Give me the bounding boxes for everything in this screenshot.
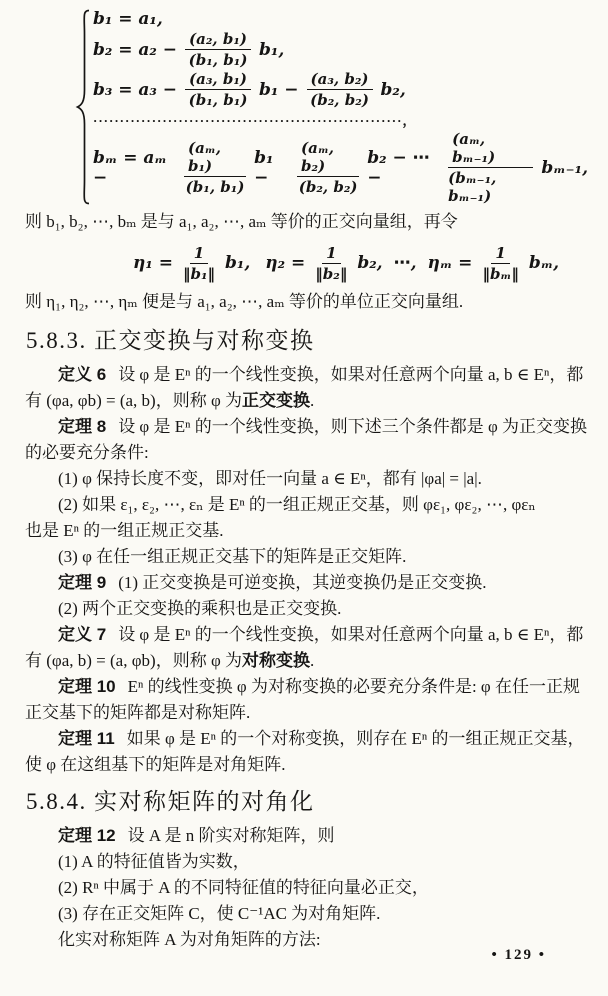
theorem-8-line-1 <box>25 414 588 440</box>
fraction <box>184 139 246 196</box>
fraction <box>307 70 373 109</box>
equation-line-1 <box>93 9 588 29</box>
definition-6-text: 设 φ 是 Eⁿ 的一个线性变换，如果对任意两个向量 a, b ∈ Eⁿ，都 <box>118 365 584 384</box>
fraction-numerator: (a₃, b₁) <box>185 70 251 90</box>
equation-text: b₁ − <box>254 147 274 188</box>
definition-6-text: 有 (φa, φb) = (a, b)，则称 φ 为 <box>25 391 243 410</box>
theorem-9-label: 定理 9 <box>58 573 107 592</box>
fraction-numerator: (a₃, b₂) <box>307 70 373 90</box>
fraction-numerator: 1 <box>491 244 509 264</box>
formula-text: η₂ = <box>265 253 306 273</box>
definition-7-line-1 <box>25 622 588 648</box>
equation-text: b₂, <box>380 79 406 100</box>
fraction <box>448 130 533 205</box>
fraction-denominator: (bₘ₋₁, bₘ₋₁) <box>448 169 497 205</box>
section-heading-584: 5.8.4. 实对称矩阵的对角化 <box>26 789 315 814</box>
equation-text: b₂ − ⋯ − <box>367 147 430 188</box>
fraction-denominator: ‖b₂‖ <box>315 264 348 283</box>
ellipsis-dots: ··························································， <box>93 113 417 128</box>
ellipsis-row <box>93 110 588 129</box>
fraction <box>482 244 518 283</box>
theorem-11-line-1 <box>25 726 588 752</box>
paragraph-after-eta: 则 η₁, η₂, ⋯, ηₘ 便是与 a₁, a₂, ⋯, aₘ 等价的单位正交向量组. <box>25 292 464 311</box>
theorem-12-text: 设 A 是 n 阶实对称矩阵，则 <box>127 826 335 845</box>
equation-text: bₘ = aₘ − <box>93 147 167 188</box>
theorem-10-text: Eⁿ 的线性变换 φ 为对称变换的必要充分条件是: φ 在任一正规 <box>127 677 580 696</box>
theorem-10-line-1 <box>25 674 588 700</box>
formula-text: bₘ, <box>528 253 560 273</box>
theorem-11-line-2: 使 φ 在这组基下的矩阵是对角矩阵. <box>25 755 286 774</box>
fraction-numerator: 1 <box>190 244 208 264</box>
equation-lines <box>93 8 588 206</box>
fraction-numerator: (a₂, b₁) <box>185 30 251 50</box>
formula-text: b₁, <box>225 253 251 273</box>
condition-item-2-line-1: (2) 如果 ε₁, ε₂, ⋯, εₙ 是 Eⁿ 的一组正规正交基，则 φε₁, φε₂, ⋯, φεₙ <box>58 495 536 514</box>
fraction-numerator: (aₘ, b₁) <box>184 139 246 177</box>
fraction-numerator: (aₘ, b₂) <box>297 139 359 177</box>
definition-7-text: 设 φ 是 Eⁿ 的一个线性变换，如果对任意两个向量 a, b ∈ Eⁿ，都 <box>118 625 584 644</box>
theorem-8-text: 设 φ 是 Eⁿ 的一个线性变换，则下述三个条件都是 φ 为正交变换 <box>118 417 588 436</box>
definition-6-bold-term: 正交变换 <box>242 391 311 410</box>
formula-text: η₁ = <box>133 253 173 273</box>
paragraph-after-system: 则 b₁, b₂, ⋯, bₘ 是与 a₁, a₂, ⋯, aₘ 等价的正交向量组，再令 <box>25 212 458 231</box>
fraction <box>297 139 359 196</box>
fraction-denominator: (b₁, b₁) <box>188 91 248 109</box>
fraction <box>183 244 215 283</box>
theorem-8-line-2: 的必要充分条件: <box>25 443 149 462</box>
theorem-12-item-3: (3) 存在正交矩阵 C，使 C⁻¹AC 为对角矩阵. <box>58 904 381 923</box>
theorem-9-line-1 <box>25 570 588 596</box>
theorem-11-label: 定理 11 <box>58 729 115 748</box>
fraction-denominator: ‖b₁‖ <box>182 264 216 283</box>
equation-text: b₂ = a₂ − <box>93 39 178 60</box>
equation-line-3 <box>93 70 588 109</box>
theorem-10-label: 定理 10 <box>58 677 116 696</box>
condition-item-3: (3) φ 在任一组正规正交基下的矩阵是正交矩阵. <box>58 547 407 566</box>
formula-text: b₂, <box>357 253 383 273</box>
definition-7-text: 有 (φa, b) = (a, φb)，则称 φ 为 <box>25 651 243 670</box>
fraction-denominator: (b₂, b₂) <box>298 178 358 196</box>
equation-text: b₁ − <box>259 79 299 100</box>
theorem-8-label: 定理 8 <box>58 417 107 436</box>
page-number: • 129 • <box>491 947 546 963</box>
theorem-12-line-1 <box>25 823 588 849</box>
definition-7-bold-term: 对称变换 <box>242 651 311 670</box>
equation-text: bₘ₋₁, <box>541 157 588 178</box>
equation-text: b₁ = a₁, <box>93 9 163 29</box>
definition-6-text: . <box>310 391 315 410</box>
fraction-denominator: (b₁, b₁) <box>185 178 245 196</box>
fraction-numerator: (aₘ, bₘ₋₁) <box>448 130 533 168</box>
fraction <box>315 244 347 283</box>
definition-6-line-2 <box>25 388 588 414</box>
left-brace-icon <box>75 8 93 206</box>
definition-7-text: . <box>310 651 315 670</box>
section-heading-583: 5.8.3. 正交变换与对称变换 <box>26 328 315 353</box>
theorem-12-item-2: (2) Rⁿ 中属于 A 的不同特征值的特征向量必正交， <box>58 878 429 897</box>
definition-7-label: 定义 7 <box>58 625 107 644</box>
equation-line-m <box>93 130 588 205</box>
definition-6-label: 定义 6 <box>58 365 107 384</box>
theorem-12-item-1: (1) A 的特征值皆为实数， <box>58 852 250 871</box>
fraction-denominator: (b₁, b₁) <box>188 51 248 69</box>
fraction-denominator: (b₂, b₂) <box>310 91 369 109</box>
condition-item-1: (1) φ 保持长度不变，即对任一向量 a ∈ Eⁿ，都有 |φa| = |a|. <box>58 469 482 488</box>
formula-text: ⋯, <box>393 253 417 273</box>
gram-schmidt-system <box>75 8 588 206</box>
condition-item-2-line-2: 也是 Eⁿ 的一组正规正交基. <box>25 521 224 540</box>
definition-7-line-2 <box>25 648 588 674</box>
theorem-9-item-2: (2) 两个正交变换的乘积也是正交变换. <box>58 599 342 618</box>
fraction <box>185 70 251 109</box>
fraction-denominator: ‖bₘ‖ <box>482 264 519 283</box>
equation-text: b₃ = a₃ − <box>93 79 178 100</box>
fraction-numerator: 1 <box>322 244 340 264</box>
theorem-10-line-2: 正交基下的矩阵都是对称矩阵. <box>25 703 251 722</box>
diagonalization-method-line: 化实对称矩阵 A 为对角矩阵的方法: <box>58 930 321 949</box>
formula-text: ηₘ = <box>427 253 473 273</box>
theorem-12-label: 定理 12 <box>58 826 116 845</box>
fraction <box>185 30 251 69</box>
theorem-11-text: 如果 φ 是 Eⁿ 的一个对称变换，则存在 Eⁿ 的一组正规正交基， <box>126 729 585 748</box>
theorem-9-text: (1) 正交变换是可逆变换，其逆变换仍是正交变换. <box>118 573 487 592</box>
left-brace-icon <box>75 8 91 206</box>
definition-6-line-1 <box>25 362 588 388</box>
eta-formula <box>133 240 588 286</box>
equation-line-2 <box>93 30 588 69</box>
equation-text: b₁, <box>259 39 285 60</box>
